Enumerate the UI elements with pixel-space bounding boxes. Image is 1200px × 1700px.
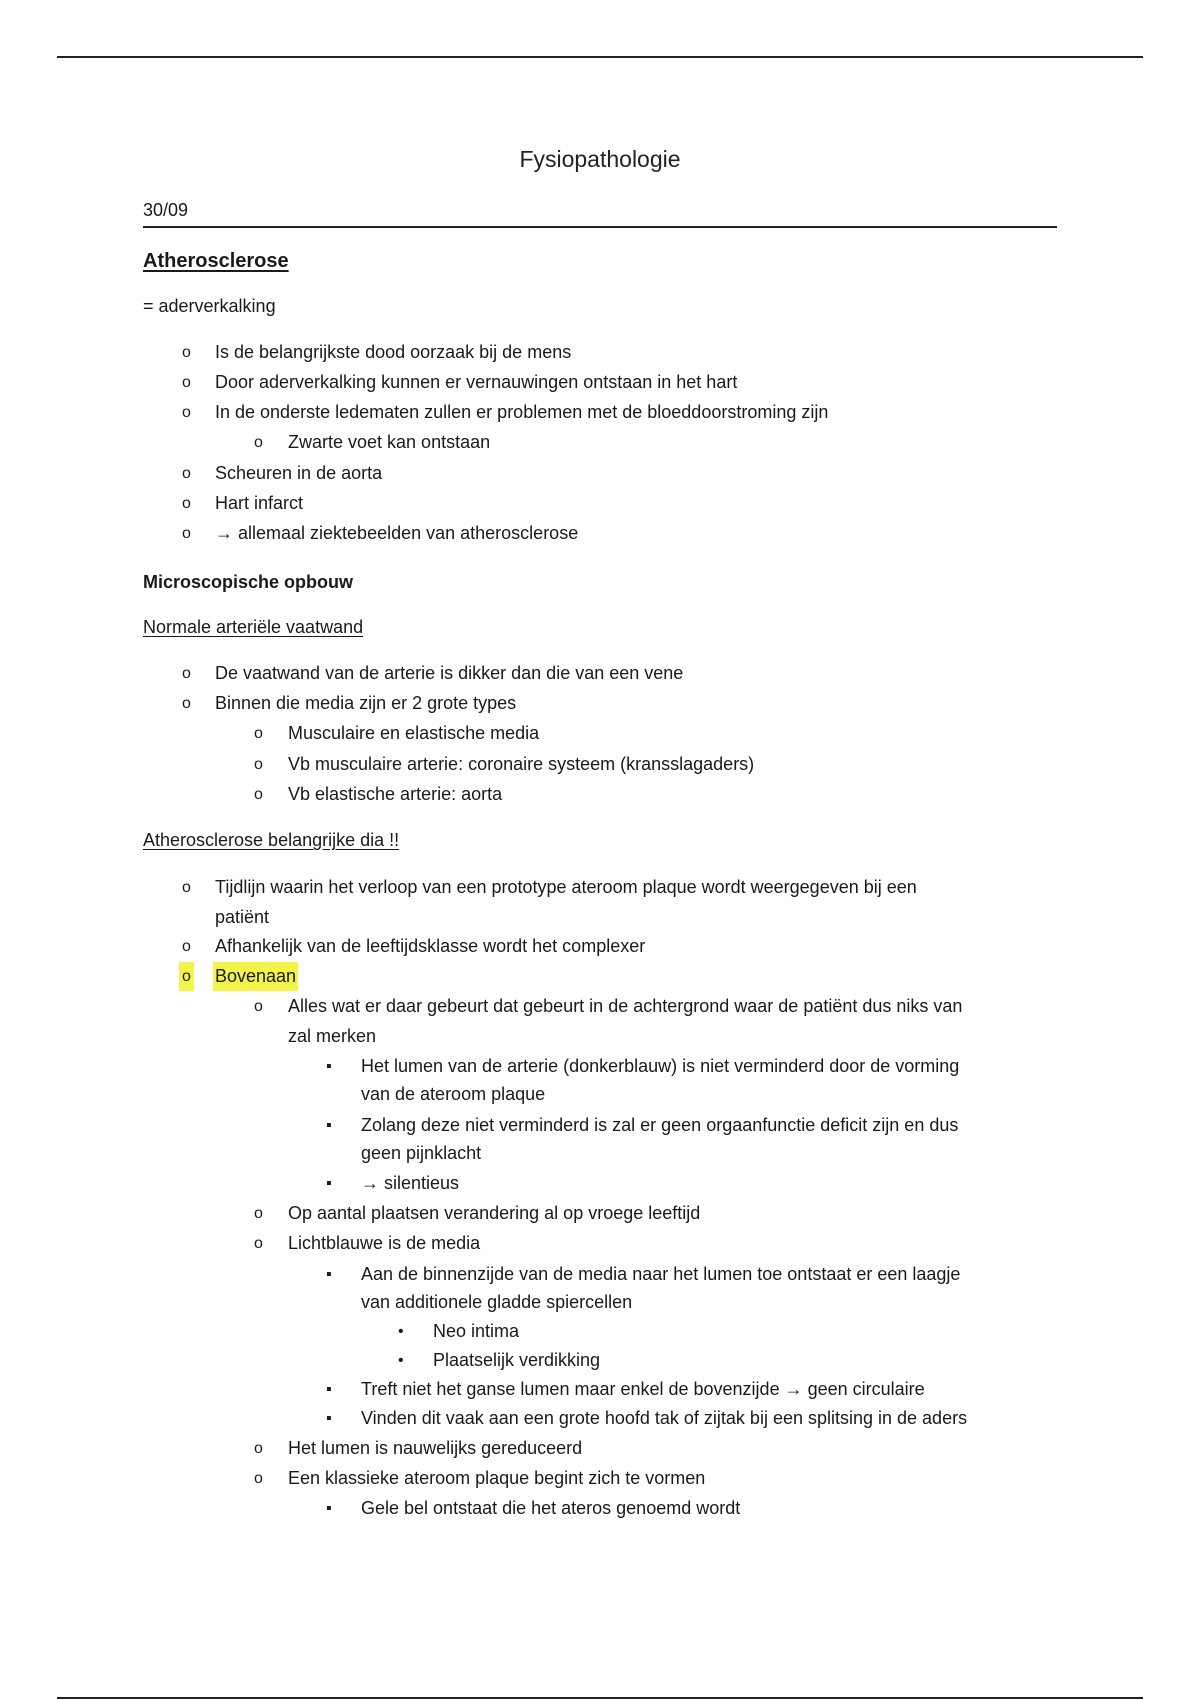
list-item: Op aantal plaatsen verandering al op vroege leeftijd xyxy=(288,1203,701,1223)
circle-bullet-icon: o xyxy=(254,756,263,773)
date-rule xyxy=(143,226,1057,228)
list-item: Een klassieke ateroom plaque begint zich te vormen xyxy=(288,1468,706,1488)
circle-bullet-icon: o xyxy=(179,962,194,991)
list-item: Het lumen van de arterie (donkerblauw) is niet verminderd door de vorming xyxy=(361,1056,960,1076)
list-item: Scheuren in de aorta xyxy=(215,463,383,483)
circle-bullet-icon: o xyxy=(182,344,191,361)
list-item: Door aderverkalking kunnen er vernauwingen ontstaan in het hart xyxy=(215,372,738,392)
list-item: In de onderste ledematen zullen er problemen met de bloeddoorstroming zijn xyxy=(215,402,829,422)
list-item-continuation: van de ateroom plaque xyxy=(361,1084,546,1104)
document-title: Fysiopathologie xyxy=(519,146,681,172)
circle-bullet-icon: o xyxy=(254,786,263,803)
dot-bullet-icon: • xyxy=(398,1323,404,1340)
square-bullet-icon: ▪ xyxy=(326,1058,332,1075)
square-bullet-icon: ▪ xyxy=(326,1266,332,1283)
list-item: Is de belangrijkste dood oorzaak bij de mens xyxy=(215,342,572,362)
circle-bullet-icon: o xyxy=(254,1470,263,1487)
list-item-continuation: van additionele gladde spiercellen xyxy=(361,1292,633,1312)
list-item: Neo intima xyxy=(433,1321,520,1341)
highlighted-list-item: Bovenaan xyxy=(213,962,298,991)
list-item: Musculaire en elastische media xyxy=(288,723,540,743)
page-bottom-rule xyxy=(57,1697,1143,1699)
subheading-important-slide: Atherosclerose belangrijke dia !! xyxy=(143,830,400,850)
list-item: Binnen die media zijn er 2 grote types xyxy=(215,693,517,713)
square-bullet-icon: ▪ xyxy=(326,1117,332,1134)
list-item-continuation: geen pijnklacht xyxy=(361,1143,482,1163)
list-item: De vaatwand van de arterie is dikker dan die van een vene xyxy=(215,663,684,683)
list-item: Gele bel ontstaat die het ateros genoemd wordt xyxy=(361,1498,741,1518)
list-item: Het lumen is nauwelijks gereduceerd xyxy=(288,1438,583,1458)
circle-bullet-icon: o xyxy=(182,404,191,421)
circle-bullet-icon: o xyxy=(254,434,263,451)
circle-bullet-icon: o xyxy=(182,525,191,542)
list-item: Treft niet het ganse lumen maar enkel de bovenzijde → geen circulaire xyxy=(361,1379,925,1399)
square-bullet-icon: ▪ xyxy=(326,1175,332,1192)
list-item: → silentieus xyxy=(361,1173,460,1193)
circle-bullet-icon: o xyxy=(182,695,191,712)
circle-bullet-icon: o xyxy=(254,725,263,742)
circle-bullet-icon: o xyxy=(254,1235,263,1252)
list-item-continuation: patiënt xyxy=(215,907,270,927)
circle-bullet-icon: o xyxy=(182,938,191,955)
list-item: Tijdlijn waarin het verloop van een prototype ateroom plaque wordt weergegeven bij een xyxy=(215,877,917,897)
circle-bullet-icon: o xyxy=(182,374,191,391)
dot-bullet-icon: • xyxy=(398,1352,404,1369)
circle-bullet-icon: o xyxy=(182,879,191,896)
definition-text: = aderverkalking xyxy=(143,296,276,316)
circle-bullet-icon: o xyxy=(182,665,191,682)
square-bullet-icon: ▪ xyxy=(326,1410,332,1427)
square-bullet-icon: ▪ xyxy=(326,1500,332,1517)
list-item: → allemaal ziektebeelden van atherosclerose xyxy=(215,523,579,543)
list-item: Plaatselijk verdikking xyxy=(433,1350,601,1370)
section-heading: Atherosclerose xyxy=(143,250,289,272)
list-item: Afhankelijk van de leeftijdsklasse wordt het complexer xyxy=(215,936,646,956)
list-item: Zolang deze niet verminderd is zal er geen orgaanfunctie deficit zijn en dus xyxy=(361,1115,959,1135)
circle-bullet-icon: o xyxy=(182,495,191,512)
circle-bullet-icon: o xyxy=(182,465,191,482)
square-bullet-icon: ▪ xyxy=(326,1381,332,1398)
list-item: Alles wat er daar gebeurt dat gebeurt in de achtergrond waar de patiënt dus niks van xyxy=(288,996,963,1016)
subheading-normal-wall: Normale arteriële vaatwand xyxy=(143,617,364,637)
circle-bullet-icon: o xyxy=(254,1440,263,1457)
list-item: Vinden dit vaak aan een grote hoofd tak of zijtak bij een splitsing in de aders xyxy=(361,1408,968,1428)
list-item: Hart infarct xyxy=(215,493,304,513)
list-item: Vb elastische arterie: aorta xyxy=(288,784,503,804)
subsection-heading: Microscopische opbouw xyxy=(143,572,354,592)
page-top-rule xyxy=(57,56,1143,58)
list-item: Lichtblauwe is de media xyxy=(288,1233,481,1253)
date-label: 30/09 xyxy=(143,200,189,220)
circle-bullet-icon: o xyxy=(254,998,263,1015)
circle-bullet-icon: o xyxy=(254,1205,263,1222)
list-item-continuation: zal merken xyxy=(288,1026,377,1046)
list-item: Zwarte voet kan ontstaan xyxy=(288,432,491,452)
list-item: Vb musculaire arterie: coronaire systeem (kransslagaders) xyxy=(288,754,755,774)
list-item: Aan de binnenzijde van de media naar het lumen toe ontstaat er een laagje xyxy=(361,1264,961,1284)
